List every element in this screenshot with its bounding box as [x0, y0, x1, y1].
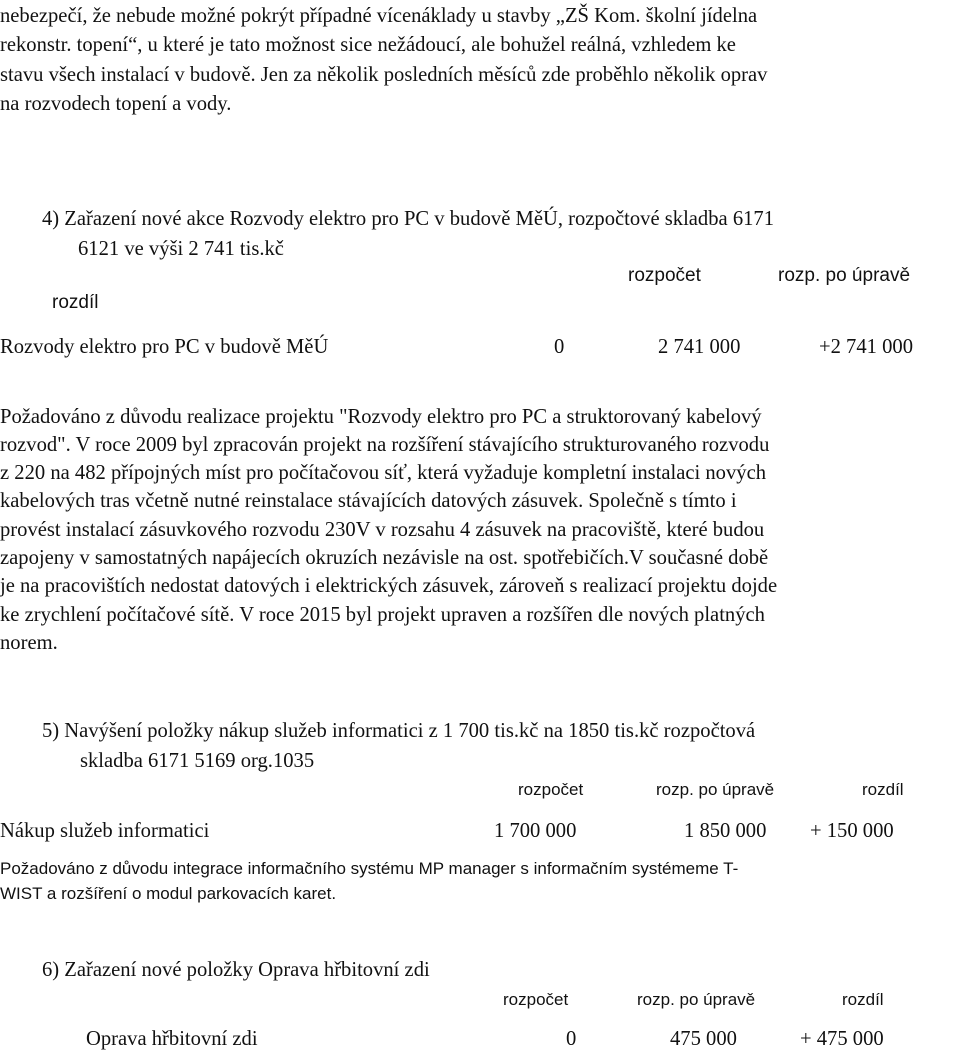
- intro-line: na rozvodech topení a vody.: [0, 93, 232, 115]
- col-header-budget: rozpočet: [628, 265, 701, 286]
- table-cell-budget: 0: [566, 1028, 577, 1050]
- intro-line: rekonstr. topení“, u které je tato možnost sice nežádoucí, ale bohužel reálná, vzhledem ke: [0, 34, 736, 56]
- table-cell-diff: + 150 000: [810, 820, 894, 842]
- table-cell-budget: 0: [554, 336, 565, 358]
- justification-line: WIST a rozšíření o modul parkovacích karet.: [0, 884, 337, 903]
- col-header-after: rozp. po úpravě: [778, 265, 911, 286]
- table-row-label: Rozvody elektro pro PC v budově MěÚ: [0, 336, 329, 358]
- table-row-label: Nákup služeb informatici: [0, 820, 210, 842]
- section-heading: 5) Navýšení položky nákup služeb informatici z 1 700 tis.kč na 1850 tis.kč rozpočtová: [42, 720, 756, 742]
- justification-line: provést instalací zásuvkového rozvodu 230V v rozsahu 4 zásuvek na pracoviště, které budou: [0, 519, 765, 541]
- section-heading: 6) Zařazení nové položky Oprava hřbitovní zdi: [42, 959, 430, 981]
- intro-line: nebezpečí, že nebude možné pokrýt případné vícenáklady u stavby „ZŠ Kom. školní jídelna: [0, 5, 758, 27]
- col-header-diff: rozdíl: [842, 990, 884, 1009]
- justification-line: z 220 na 482 přípojných míst pro počítačovou síť, která vyžaduje kompletní instalaci nových: [0, 462, 767, 484]
- section-heading: 6121 ve výši 2 741 tis.kč: [78, 238, 284, 260]
- justification-line: rozvod". V roce 2009 byl zpracován projekt na rozšíření stávajícího strukturovaného rozvodu: [0, 434, 770, 456]
- justification-line: norem.: [0, 632, 58, 654]
- table-row-label: Oprava hřbitovní zdi: [86, 1028, 258, 1050]
- justification-line: zapojeny v samostatných napájecích okruzích nezávisle na ost. spotřebičích.V současné době: [0, 547, 769, 569]
- section-heading: 4) Zařazení nové akce Rozvody elektro pro PC v budově MěÚ, rozpočtové skladba 6171: [42, 208, 775, 230]
- justification-line: ke zrychlení počítačové sítě. V roce 2015 byl projekt upraven a rozšířen dle nových platných: [0, 604, 765, 626]
- intro-line: stavu všech instalací v budově. Jen za několik posledních měsíců zde proběhlo několik oprav: [0, 64, 768, 86]
- col-header-after: rozp. po úpravě: [656, 780, 775, 799]
- table-cell-budget: 1 700 000: [494, 820, 577, 842]
- col-header-budget: rozpočet: [518, 780, 584, 799]
- justification-line: je na pracovištích nedostat datových i elektrických zásuvek, zároveň s realizací projektu dojde: [0, 575, 778, 597]
- section-heading: skladba 6171 5169 org.1035: [80, 750, 315, 772]
- col-header-budget: rozpočet: [503, 990, 569, 1009]
- justification-line: Požadováno z důvodu realizace projektu "Rozvody elektro pro PC a struktorovaný kabelový: [0, 406, 762, 428]
- col-header-diff: rozdíl: [862, 780, 904, 799]
- table-cell-diff: +2 741 000: [819, 336, 913, 358]
- justification-line: Požadováno z důvodu integrace informačního systému MP manager s informačním systémeme T-: [0, 859, 739, 878]
- table-cell-after: 1 850 000: [684, 820, 767, 842]
- col-header-after: rozp. po úpravě: [637, 990, 756, 1009]
- table-cell-after: 2 741 000: [658, 336, 741, 358]
- table-cell-after: 475 000: [670, 1028, 737, 1050]
- table-cell-diff: + 475 000: [800, 1028, 884, 1050]
- justification-line: kabelových tras včetně nutné reinstalace stávajících datových zásuvek. Společně s tímto i: [0, 490, 737, 512]
- col-header-diff: rozdíl: [52, 292, 99, 313]
